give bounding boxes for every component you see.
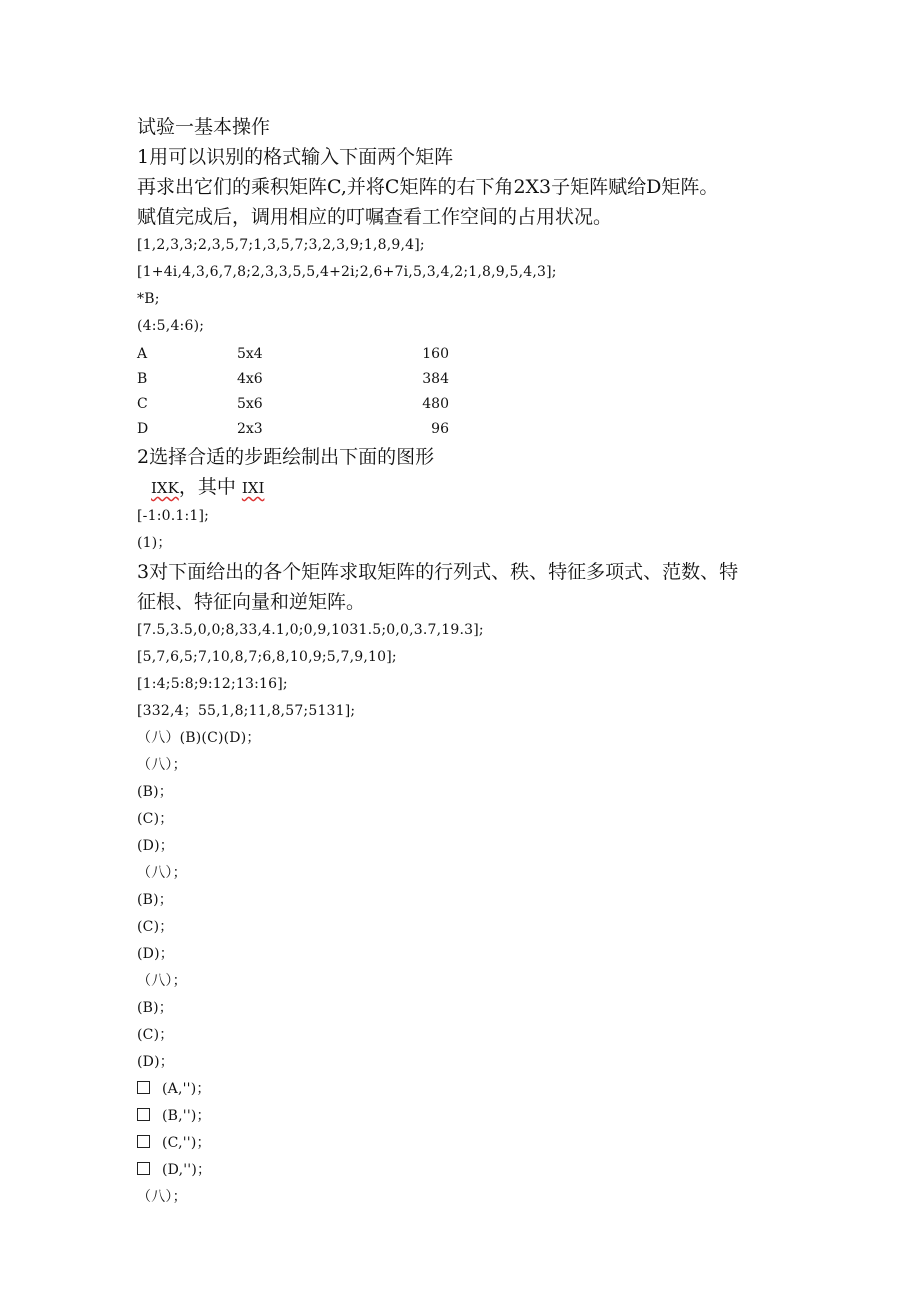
matrix-code: [7.5,3.5,0,0;8,33,4.1,0;0,9,1031.5;0,0,3.7,19.3]; [137,622,484,638]
function-call-line: （八）； [137,865,187,881]
var-name: D [137,421,149,437]
workspace-row [137,367,457,392]
var-size: 5x6 [237,396,263,412]
formula-part-b: IXI [241,479,265,497]
section3-heading-line2: 征根、特征向量和逆矩阵。 [137,591,366,613]
function-call-line: （八）； [137,973,187,989]
function-call-line: (C)； [137,811,174,827]
missing-glyph-box-icon [137,1162,150,1175]
var-size: 2x3 [237,421,263,437]
section3-heading-line1: 3对下面给出的各个矩阵求取矩阵的行列式、秩、特征多项式、范数、特 [137,561,739,583]
var-size: 4x6 [237,371,263,387]
var-bytes: 480 [422,396,449,412]
matrix-a-code: [1,2,3,3;2,3,5,7;1,3,5,7;3,2,3,9;1,8,9,4]; [137,237,425,253]
box-call-text: (C,'')； [162,1135,211,1151]
missing-glyph-box-icon [137,1081,150,1094]
submatrix-code: (4:5,4:6); [137,318,205,334]
workspace-table [137,342,787,442]
var-bytes: 160 [422,346,449,362]
var-bytes: 384 [422,371,449,387]
function-call-line: (C)； [137,919,174,935]
var-name: A [137,346,148,362]
matrix-b-code: [1+4i,4,3,6,7,8;2,3,3,5,5,4+2i;2,6+7i,5,3,4,2;1,8,9,5,4,3]; [137,264,557,280]
matrix-code: [1:4;5:8;9:12;13:16]; [137,676,288,692]
box-call-text: (B,'')； [162,1108,211,1124]
document-title: 试验一基本操作 [137,116,271,138]
function-call-line: (D)； [137,946,174,962]
formula-part-a: IXK [151,479,179,497]
section1-heading: 1用可以识别的格式输入下面两个矩阵 [137,146,454,168]
function-call-line: (B)； [137,784,174,800]
workspace-row [137,417,457,442]
function-call-line: (D)； [137,838,174,854]
box-call-line [137,1130,787,1157]
range-code: [-1:0.1:1]; [137,508,210,524]
formula-separator: ，其中 [178,476,236,498]
missing-glyph-box-icon [137,1108,150,1121]
var-name: B [137,371,148,387]
box-call-line [137,1103,787,1130]
function-call-line: (D)； [137,1054,174,1070]
var-name: C [137,396,148,412]
box-call-text: (D,'')； [162,1162,212,1178]
function-call-line: （八）(B)(C)(D)； [137,730,261,746]
var-size: 5x4 [237,346,263,362]
section2-formula [137,472,787,503]
workspace-row [137,342,457,367]
section1-text-line3: 赋值完成后，调用相应的叮嘱查看工作空间的占用状况。 [137,206,613,228]
document-body [137,112,787,1211]
workspace-row [137,392,457,417]
var-bytes: 96 [431,421,449,437]
box-call-line [137,1157,787,1184]
plot-code: (1)； [137,535,172,551]
section2-heading: 2选择合适的步距绘制出下面的图形 [137,446,435,468]
function-call-line: (C)； [137,1027,174,1043]
matrix-code: [5,7,6,5;7,10,8,7;6,8,10,9;5,7,9,10]; [137,649,397,665]
function-call-line: (B)； [137,892,174,908]
matrix-code: [332,4；55,1,8;11,8,57;5131]; [137,703,356,719]
product-code: *B; [137,291,160,307]
section1-text-line2: 再求出它们的乘积矩阵C,并将C矩阵的右下角2X3子矩阵赋给D矩阵。 [137,176,719,198]
function-call-line: (B)； [137,1000,174,1016]
function-call-line: （八）； [137,1189,187,1205]
box-call-line [137,1076,787,1103]
missing-glyph-box-icon [137,1135,150,1148]
box-call-text: (A,'')； [162,1081,211,1097]
function-call-line: （八）； [137,757,187,773]
